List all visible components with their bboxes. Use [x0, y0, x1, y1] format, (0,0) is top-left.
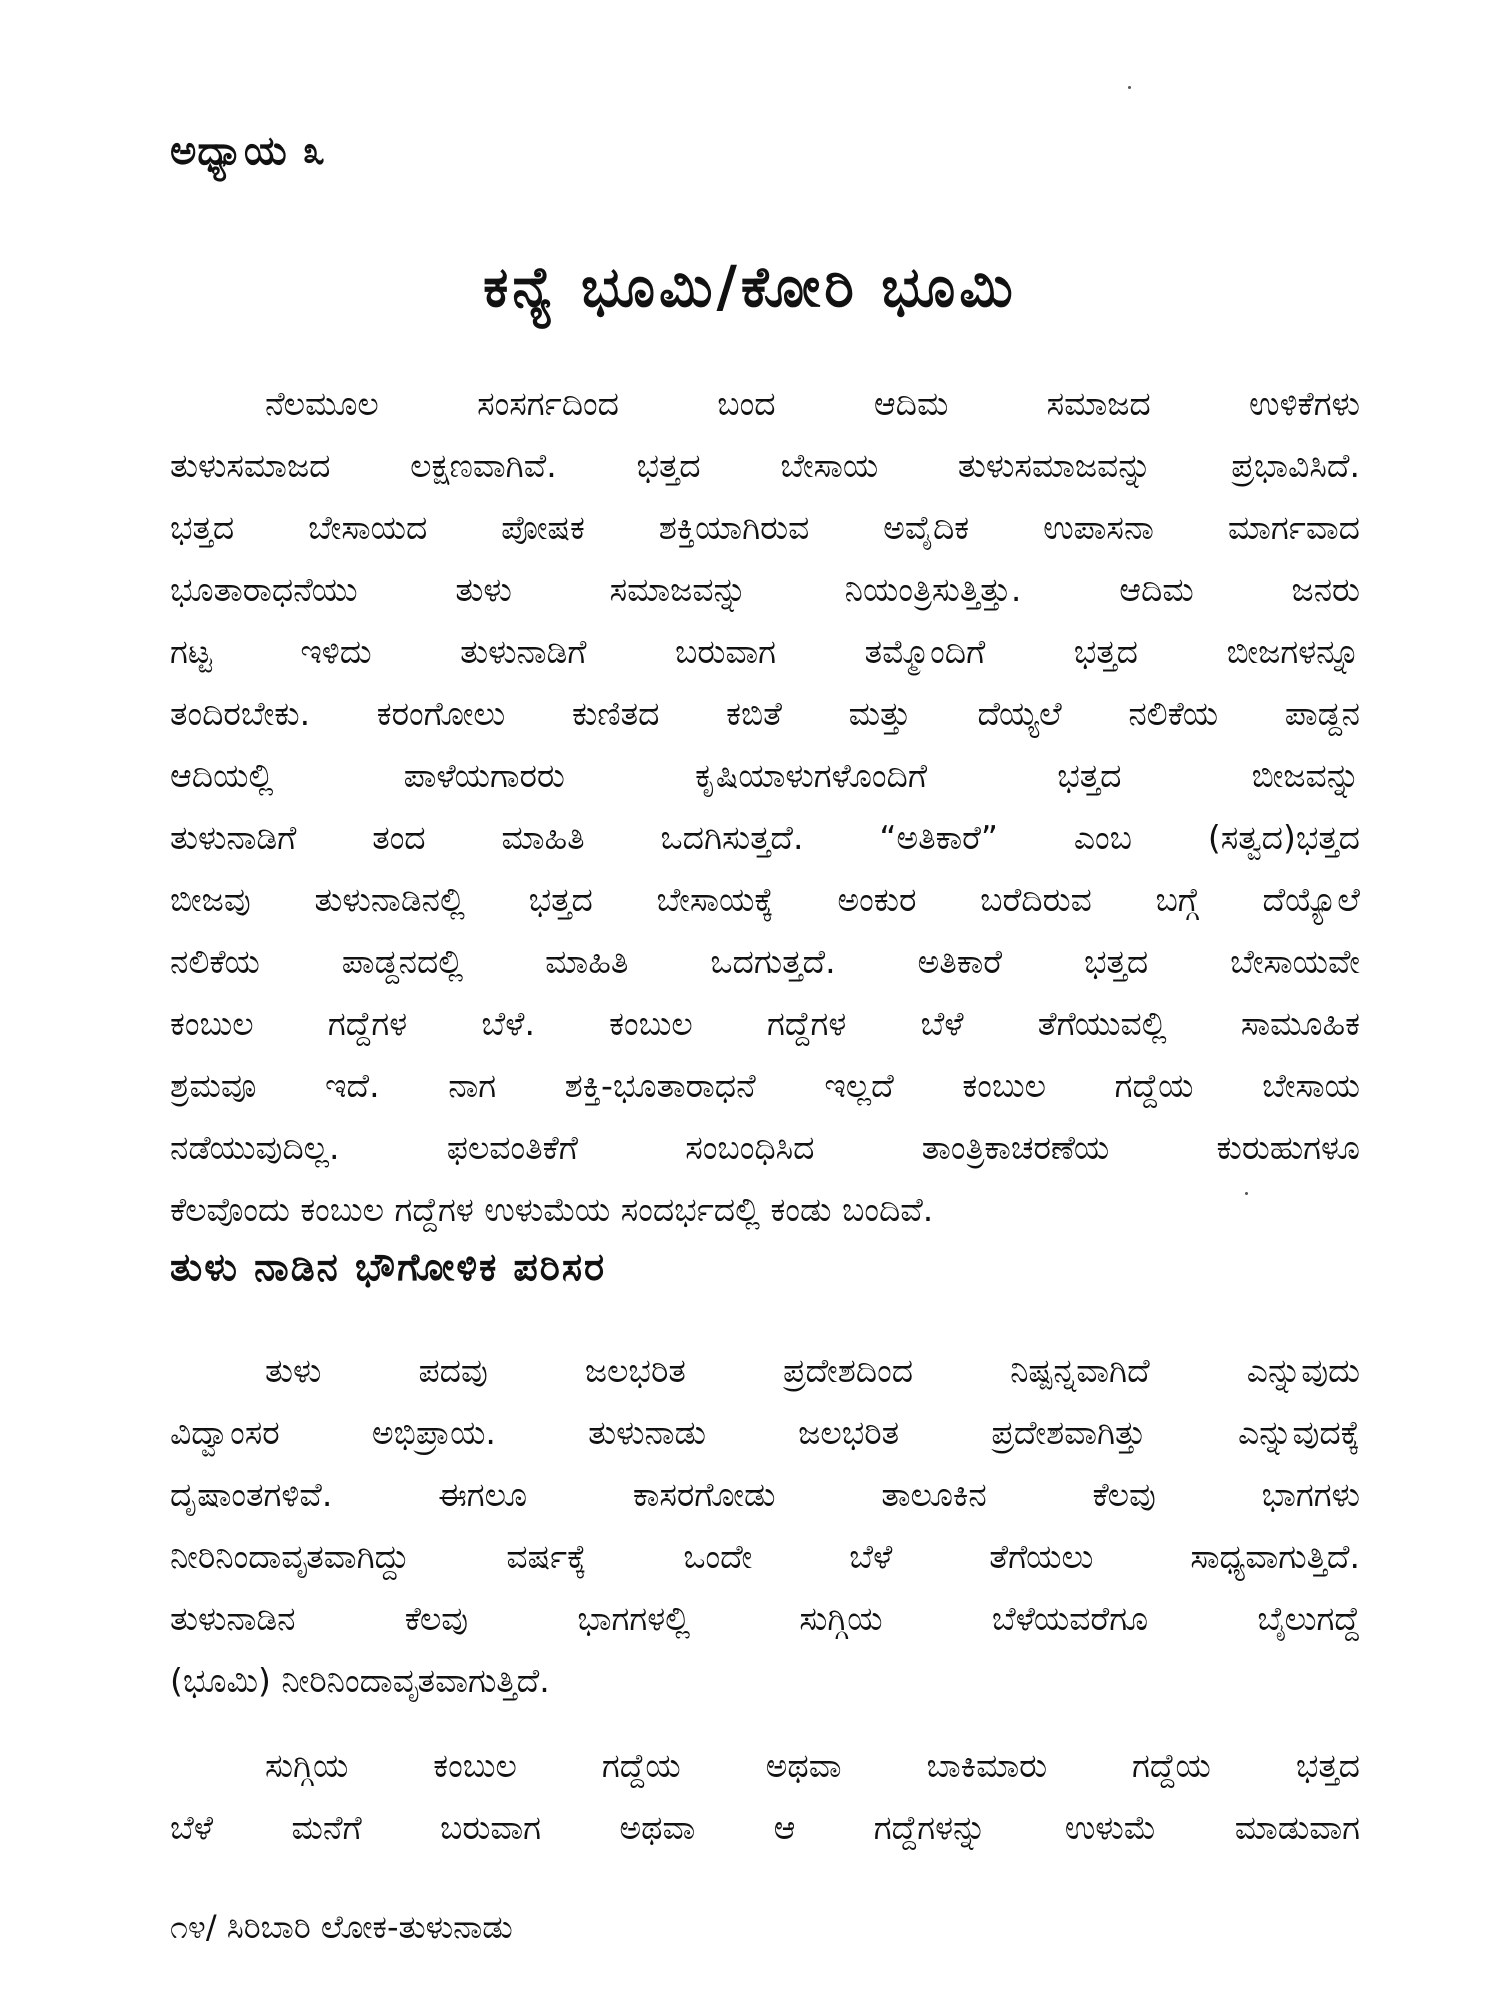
paragraph-line: ನಡೆಯುವುದಿಲ್ಲ. ಫಲವಂತಿಕೆಗೆ ಸಂಬಂಧಿಸಿದ ತಾಂತ್ರಿಕಾಚರಣೆಯ ಕುರುಹುಗಳೂ [170, 1128, 1360, 1167]
paragraph-line: ಕಂಬುಲ ಗದ್ದೆಗಳ ಬೆಳೆ. ಕಂಬುಲ ಗದ್ದೆಗಳ ಬೆಳೆ ತೆಗೆಯುವಲ್ಲಿ ಸಾಮೂಹಿಕ [170, 1004, 1360, 1043]
paragraph-line: ಕೆಲವೊಂದು ಕಂಬುಲ ಗದ್ದೆಗಳ ಉಳುಮೆಯ ಸಂದರ್ಭದಲ್ಲಿ ಕಂಡು ಬಂದಿವೆ. [170, 1190, 934, 1229]
paragraph-line: ತುಳು ಪದವು ಜಲಭರಿತ ಪ್ರದೇಶದಿಂದ ನಿಷ್ಪನ್ನವಾಗಿದೆ ಎನ್ನುವುದು [265, 1351, 1360, 1390]
paragraph-line: ಬೀಜವು ತುಳುನಾಡಿನಲ್ಲಿ ಭತ್ತದ ಬೇಸಾಯಕ್ಕೆ ಅಂಕುರ ಬರೆದಿರುವ ಬಗ್ಗೆ ದೆಯ್ಯೊಲೆ [170, 880, 1360, 919]
paragraph-line: ತಂದಿರಬೇಕು. ಕರಂಗೋಲು ಕುಣಿತದ ಕಬಿತೆ ಮತ್ತು ದೆಯ್ಯಲೆ ನಲಿಕೆಯ ಪಾಡ್ದನ [170, 694, 1360, 733]
paragraph-line: ಶ್ರಮವೂ ಇದೆ. ನಾಗ ಶಕ್ತಿ-ಭೂತಾರಾಧನೆ ಇಲ್ಲದೆ ಕಂಬುಲ ಗದ್ದೆಯ ಬೇಸಾಯ [170, 1066, 1360, 1105]
paragraph-line: ನೀರಿನಿಂದಾವೃತವಾಗಿದ್ದು ವರ್ಷಕ್ಕೆ ಒಂದೇ ಬೆಳೆ ತೆಗೆಯಲು ಸಾಧ್ಯವಾಗುತ್ತಿದೆ. [170, 1537, 1360, 1576]
paragraph-line: ವಿದ್ವಾಂಸರ ಅಭಿಪ್ರಾಯ. ತುಳುನಾಡು ಜಲಭರಿತ ಪ್ರದೇಶವಾಗಿತ್ತು ಎನ್ನುವುದಕ್ಕೆ [170, 1413, 1360, 1452]
section-heading: ತುಳು ನಾಡಿನ ಭೌಗೋಳಿಕ ಪರಿಸರ [170, 1245, 607, 1289]
chapter-title: ಕನ್ಯೆ ಭೂಮಿ/ಕೋರಿ ಭೂಮಿ [483, 255, 1017, 320]
paragraph-line: ಬೆಳೆ ಮನೆಗೆ ಬರುವಾಗ ಅಥವಾ ಆ ಗದ್ದೆಗಳನ್ನು ಉಳುಮೆ ಮಾಡುವಾಗ [170, 1808, 1360, 1847]
paragraph-line: ಗಟ್ಟ ಇಳಿದು ತುಳುನಾಡಿಗೆ ಬರುವಾಗ ತಮ್ಮೊಂದಿಗೆ ಭತ್ತದ ಬೀಜಗಳನ್ನೂ [170, 632, 1360, 671]
paragraph-1 [170, 373, 1360, 1241]
paragraph-line: ಸುಗ್ಗಿಯ ಕಂಬುಲ ಗದ್ದೆಯ ಅಥವಾ ಬಾಕಿಮಾರು ಗದ್ದೆಯ ಭತ್ತದ [265, 1746, 1360, 1785]
paragraph-line: ಆದಿಯಲ್ಲಿ ಪಾಳೆಯಗಾರರು ಕೃಷಿಯಾಳುಗಳೊಂದಿಗೆ ಭತ್ತದ ಬೀಜವನ್ನು [170, 756, 1360, 795]
paragraph-2 [170, 1340, 1360, 1712]
scan-speck [1128, 86, 1131, 89]
paragraph-line: ಭೂತಾರಾಧನೆಯು ತುಳು ಸಮಾಜವನ್ನು ನಿಯಂತ್ರಿಸುತ್ತಿತ್ತು. ಆದಿಮ ಜನರು [170, 570, 1360, 609]
paragraph-line: ತುಳುನಾಡಿಗೆ ತಂದ ಮಾಹಿತಿ ಒದಗಿಸುತ್ತದೆ. “ಅತಿಕಾರೆ” ಎಂಬ (ಸತ್ವದ)ಭತ್ತದ [170, 818, 1360, 857]
paragraph-3 [170, 1735, 1360, 1859]
paragraph-line: ತುಳುಸಮಾಜದ ಲಕ್ಷಣವಾಗಿವೆ. ಭತ್ತದ ಬೇಸಾಯ ತುಳುಸಮಾಜವನ್ನು ಪ್ರಭಾವಿಸಿದೆ. [170, 446, 1360, 485]
scan-speck [1245, 1192, 1248, 1195]
page-footer: ೧೪/ ಸಿರಿಬಾರಿ ಲೋಕ-ತುಳುನಾಡು [170, 1908, 513, 1946]
paragraph-line: ನಲಿಕೆಯ ಪಾಡ್ದನದಲ್ಲಿ ಮಾಹಿತಿ ಒದಗುತ್ತದೆ. ಅತಿಕಾರೆ ಭತ್ತದ ಬೇಸಾಯವೇ [170, 942, 1360, 981]
paragraph-line: ನೆಲಮೂಲ ಸಂಸರ್ಗದಿಂದ ಬಂದ ಆದಿಮ ಸಮಾಜದ ಉಳಿಕೆಗಳು [265, 384, 1360, 423]
paragraph-line: ತುಳುನಾಡಿನ ಕೆಲವು ಭಾಗಗಳಲ್ಲಿ ಸುಗ್ಗಿಯ ಬೆಳೆಯವರೆಗೂ ಬೈಲುಗದ್ದೆ [170, 1599, 1360, 1638]
paragraph-line: (ಭೂಮಿ) ನೀರಿನಿಂದಾವೃತವಾಗುತ್ತಿದೆ. [170, 1661, 550, 1700]
chapter-label: ಅಧ್ಯಾಯ ೩ [170, 128, 327, 174]
paragraph-line: ದೃಷಾಂತಗಳಿವೆ. ಈಗಲೂ ಕಾಸರಗೋಡು ತಾಲೂಕಿನ ಕೆಲವು ಭಾಗಗಳು [170, 1475, 1360, 1514]
paragraph-line: ಭತ್ತದ ಬೇಸಾಯದ ಪೋಷಕ ಶಕ್ತಿಯಾಗಿರುವ ಅವೈದಿಕ ಉಪಾಸನಾ ಮಾರ್ಗವಾದ [170, 508, 1360, 547]
